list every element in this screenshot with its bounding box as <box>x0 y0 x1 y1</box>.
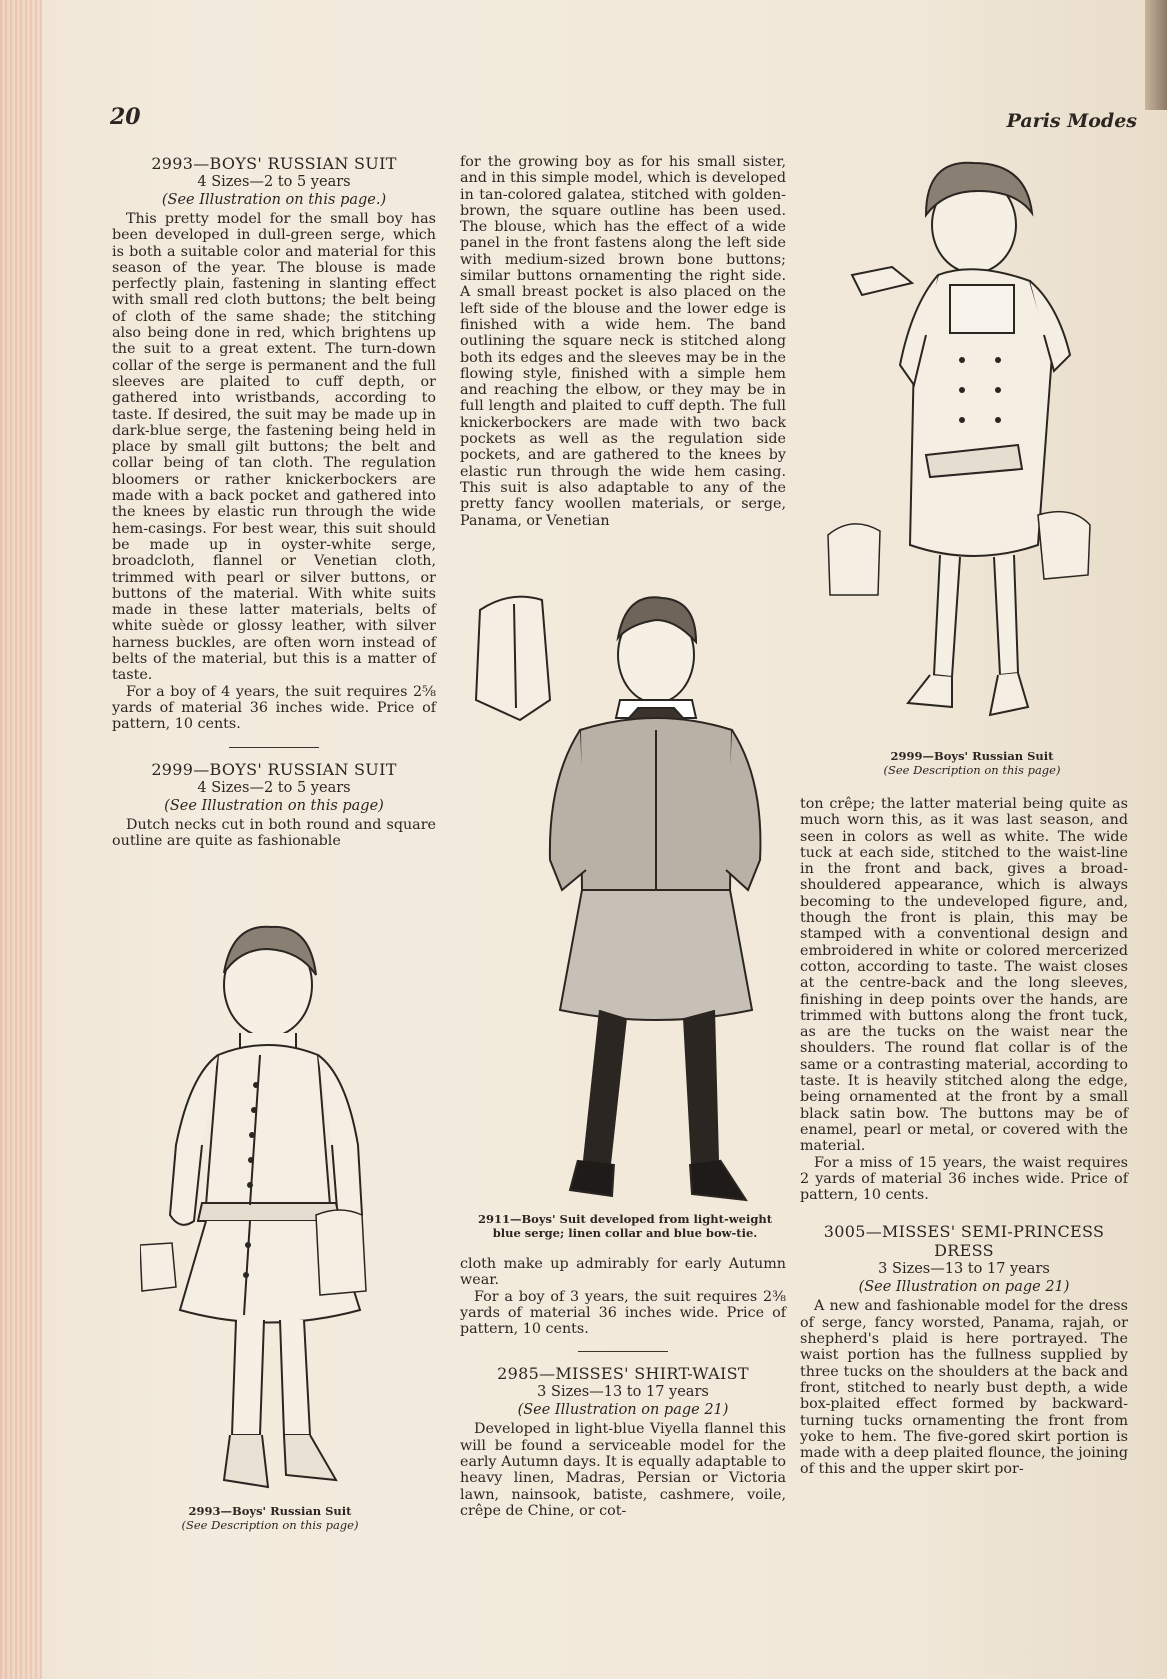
article-2999-sizes: 4 Sizes—2 to 5 years <box>197 779 351 796</box>
article-2999-see: (See Illustration on this page) <box>164 797 384 814</box>
article-2985-sizes: 3 Sizes—13 to 17 years <box>537 1384 709 1401</box>
article-2993-see: (See Illustration on this page.) <box>161 192 387 208</box>
article-2993-requirements: For a boy of 4 years, the suit requires 2⅝ yards of material 36 inches wide. Price of pattern, 10 cents. <box>112 683 436 733</box>
article-2993-sizes: 4 Sizes—2 to 5 years <box>197 174 351 190</box>
caption-2999 <box>822 749 1122 777</box>
article-3005-body: A new and fashionable model for the dress of serge, fancy worsted, Panama, rajah, or shepherd's plaid is here portrayed. The waist portion has the fullness supplied by three tucks on the shoulders at the back and front, stitched to nearly bust depth, a wide box-plaited effect formed by backward-turning tucks ornamenting the front from yoke to hem. The five-gored skirt portion is made with a deep plaited flounce, the joining of this and the upper skirt por- <box>800 1298 1128 1478</box>
article-2993-body: This pretty model for the small boy has been developed in dull-green serge, which is both a suitable color and material for this season of the year. The blouse is made perfectly plain, fastening in slanting effect with small red cloth buttons; the belt being of cloth of the same shade; the stitching also being done in red, which brightens up the suit to a great extent. The turn-down collar of the serge is permanent and the full sleeves are plaited to cuff depth, or gathered into wristbands, according to taste. If desired, the suit may be made up in dark-blue serge, the fastening being held in place by small gilt buttons; the belt and collar being of tan cloth. The regulation bloomers or rather knickerbockers are made with a back pocket and gathered into the knees by elastic run through the wide hem-casings. For best wear, this suit should be made up in oyster-white serge, broadcloth, flannel or Venetian cloth, trimmed with pearl or silver buttons, or buttons of the material. With white suits made in these latter materials, belts of white suède or glossy leather, with silver harness buckles, are often worn instead of belts of the material, but this is a matter of taste. <box>112 211 436 684</box>
column-2-text <box>460 154 786 529</box>
page-binding-edge <box>0 0 42 1679</box>
caption-2993-see: (See Description on this page) <box>181 1518 359 1532</box>
caption-2911 <box>465 1212 785 1240</box>
article-2985-see: (See Illustration on page 21) <box>517 1402 729 1419</box>
article-2999-requirements: For a boy of 3 years, the suit requires 2⅜ yards of material 36 inches wide. Price of pattern, 10 cents. <box>460 1288 786 1338</box>
column-1-text <box>112 154 436 849</box>
article-3005-sizes: 3 Sizes—13 to 17 years <box>878 1261 1050 1278</box>
article-2985-requirements: For a miss of 15 years, the waist requires 2 yards of material 36 inches wide. Price of pattern, 10 cents. <box>800 1154 1128 1204</box>
illustration-2999-boys-russian-suit <box>822 155 1122 745</box>
caption-2993-number: 2993—Boys' Russian Suit <box>188 1504 352 1518</box>
article-2999-body-continued: for the growing boy as for his small sister, and in this simple model, which is developed in tan-colored galatea, stitched with golden-brown, the square outline has been used. The blouse, which has the effect of a wide panel in the front fastens along the left side with medium-sized brown bone buttons; similar buttons ornamenting the right side. A small breast pocket is also placed on the left side of the blouse and the lower edge is finished with a wide hem. The band outlining the square neck is stitched along both its edges and the sleeves may be in the flowing style, finished with a simple hem and reaching the elbow, or they may be in full length and plaited to cuff depth. The full knickerbockers are made with two back pockets as well as the regulation side pockets, and are gathered to the knees by elastic run through the wide hem casing. This suit is also adaptable to any of the pretty fancy woollen materials, or serge, Panama, or Venetian <box>460 154 786 529</box>
section-divider <box>229 747 319 748</box>
magazine-title: Paris Modes <box>1006 110 1137 132</box>
caption-2999-number: 2999—Boys' Russian Suit <box>890 749 1054 763</box>
article-2985-title: 2985—MISSES' SHIRT-WAIST <box>497 1364 749 1384</box>
article-2999-body-end: cloth make up admirably for early Autumn wear. <box>460 1256 786 1289</box>
section-divider <box>578 1351 668 1352</box>
article-2999-title: 2999—BOYS' RUSSIAN SUIT <box>151 759 397 779</box>
article-2993-title: 2993—BOYS' RUSSIAN SUIT <box>151 154 397 173</box>
article-2985-body: Developed in light-blue Viyella flannel this will be found a serviceable model for the early Autumn days. It is equally adaptable to heavy linen, Madras, Persian or Victoria lawn, nainsook, batiste, cashmere, voile, crêpe de Chine, or cot- <box>460 1421 786 1519</box>
article-3005-see: (See Illustration on page 21) <box>858 1279 1070 1296</box>
article-2985-body-continued: ton crêpe; the latter material being quite as much worn this, as it was last season, and seen in colors as well as white. The wide tuck at each side, stitched to the waist-line in the front and back, gives a broad-shouldered appearance, which is always becoming to the undeveloped figure, and, though the front is plain, this may be stamped with a conventional design and embroidered in white or colored mercerized cotton, according to taste. The waist closes at the centre-back and the long sleeves, finishing in deep points over the hands, are trimmed with buttons along the front tuck, as are the tucks on the waist near the shoulders. The round flat collar is of the same or a contrasting material, according to taste. It is heavily stitched along the edge, being ornamented at the front by a small black satin bow. The buttons may be of enamel, pearl or metal, or covered with the material. <box>800 796 1128 1155</box>
illustration-2911-boys-suit <box>470 590 770 1212</box>
illustration-2993-boys-russian-suit <box>140 915 400 1495</box>
caption-2999-see: (See Description on this page) <box>883 763 1061 777</box>
column-3-text <box>800 796 1128 1478</box>
article-2999-body-start: Dutch necks cut in both round and square outline are quite as fashionable <box>112 816 436 849</box>
page-corner-shadow <box>1145 0 1167 110</box>
article-3005-title: 3005—MISSES' SEMI-PRINCESS DRESS <box>823 1222 1105 1261</box>
page-number: 20 <box>110 104 141 130</box>
column-2-lower-text <box>460 1256 786 1519</box>
caption-2911-text: 2911—Boys' Suit developed from light-weight blue serge; linen collar and blue bow-tie. <box>477 1212 773 1240</box>
caption-2993 <box>140 1504 400 1532</box>
